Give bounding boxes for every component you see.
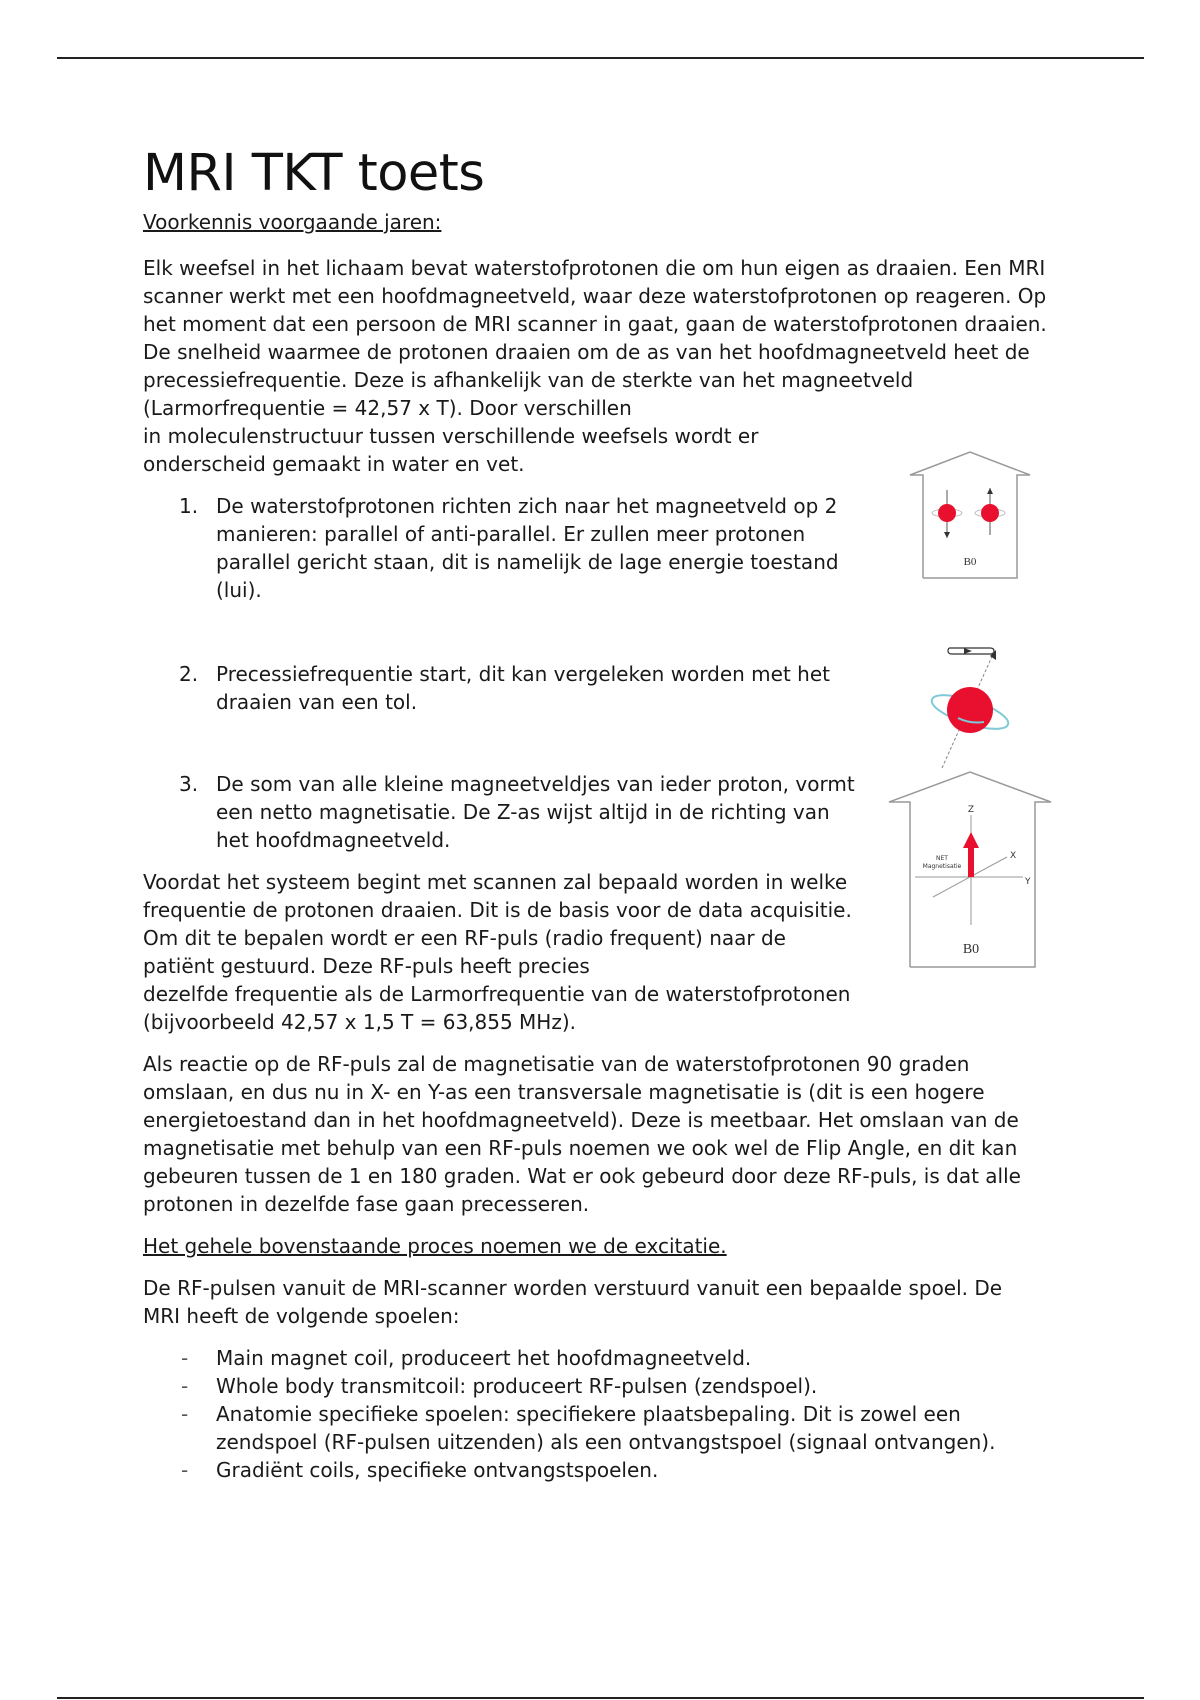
svg-text:X: X [1010,851,1017,861]
list-item: - Whole body transmitcoil: produceert RF-pulsen (zendspoel). [181,1374,818,1398]
list-item: 3. De som van alle kleine magneetveldjes van ieder proton, vormt een netto magnetisatie. De Z-as wijst altijd in de richting van het hoofdmagneetveld. [179,772,855,852]
intro-paragraph: Elk weefsel in het lichaam bevat waterstofprotonen die om hun eigen as draaien. Een MRI scanner werkt met een hoofdmagneetveld, waar deze waterstofprotonen op reageren. Op het moment dat een persoon de MRI scanner in gaat, gaan de waterstofprotonen draaien. De snelheid waarmee de protonen draaien om de as van het hoofdmagneetveld heet de precessiefrequentie. Deze is afhankelijk van de sterkte van het magneetveld (Larmorfrequentie = 42,57 x T). Door verschillen [143,256,1047,420]
svg-text:B0: B0 [963,556,977,568]
list-item: 2. Precessiefrequentie start, dit kan vergeleken worden met het draaien van een tol. [179,662,830,714]
precession-figure [920,640,1040,770]
scan-paragraph: Voordat het systeem begint met scannen zal bepaald worden in welke frequentie de protonen draaien. Dit is de basis voor de data acquisitie. Om dit te bepalen wordt er een RF-puls (radio frequent) naar de patiënt gestuurd. Deze RF-puls heeft precies [143,870,852,978]
rf-paragraph: Als reactie op de RF-puls zal de magnetisatie van de waterstofprotonen 90 graden omslaan, en dus nu in X- en Y-as een transversale magnetisatie is (dit is een hogere energietoestand dan in het hoofdmagneetveld). Deze is meetbaar. Het omslaan van de magnetisatie met behulp van een RF-puls noemen we ook wel de Flip Angle, en dit kan gebeuren tussen de 1 en 180 graden. Wat er ook gebeurd door deze RF-puls, is dat alle protonen in dezelfde fase gaan precesseren. [143,1052,1021,1216]
coils-paragraph: De RF-pulsen vanuit de MRI-scanner worden verstuurd vanuit een bepaalde spoel. De MRI heeft de volgende spoelen: [143,1276,1003,1328]
list-item: - Gradiënt coils, specifieke ontvangstspoelen. [181,1458,659,1482]
proton-antiparallel-icon [932,490,962,538]
svg-text:NET: NET [936,855,948,862]
excitation-note: Het gehele bovenstaande proces noemen we de excitatie. [143,1234,727,1258]
svg-text:Y: Y [1025,877,1031,887]
svg-text:Magnetisatie: Magnetisatie [922,863,962,870]
svg-text:B0: B0 [962,942,980,957]
list-item: - Main magnet coil, produceert het hoofdmagneetveld. [181,1346,752,1370]
scan-paragraph-tail: dezelfde frequentie als de Larmorfrequentie van de waterstofprotonen (bijvoorbeeld 42,57 x 1,5 T = 63,855 MHz). [143,982,851,1034]
header-rule [57,57,1144,59]
section-subtitle: Voorkennis voorgaande jaren: [143,210,442,234]
footer-rule [57,1697,1144,1699]
page-title: MRI TKT toets [143,144,485,203]
intro-paragraph-tail: in moleculenstructuur tussen verschillende weefsels wordt er onderscheid gemaakt in water en vet. [143,424,759,476]
proton-parallel-icon [975,488,1005,535]
coils-list [143,1344,1063,1484]
list-item: - Anatomie specifieke spoelen: specifiekere plaatsbepaling. Dit is zowel een zendspoel (RF-pulsen uitzenden) als een ontvangstspoel (signaal ontvangen). [181,1402,996,1454]
proton-alignment-figure [905,450,1035,580]
svg-text:Z: Z [967,805,975,815]
net-magnetisation-figure [885,770,1060,970]
list-item: 1. De waterstofprotonen richten zich naar het magneetveld op 2 manieren: parallel of anti-parallel. Er zullen meer protonen parallel gericht staan, dit is namelijk de lage energie toestand (lui). [179,494,839,602]
